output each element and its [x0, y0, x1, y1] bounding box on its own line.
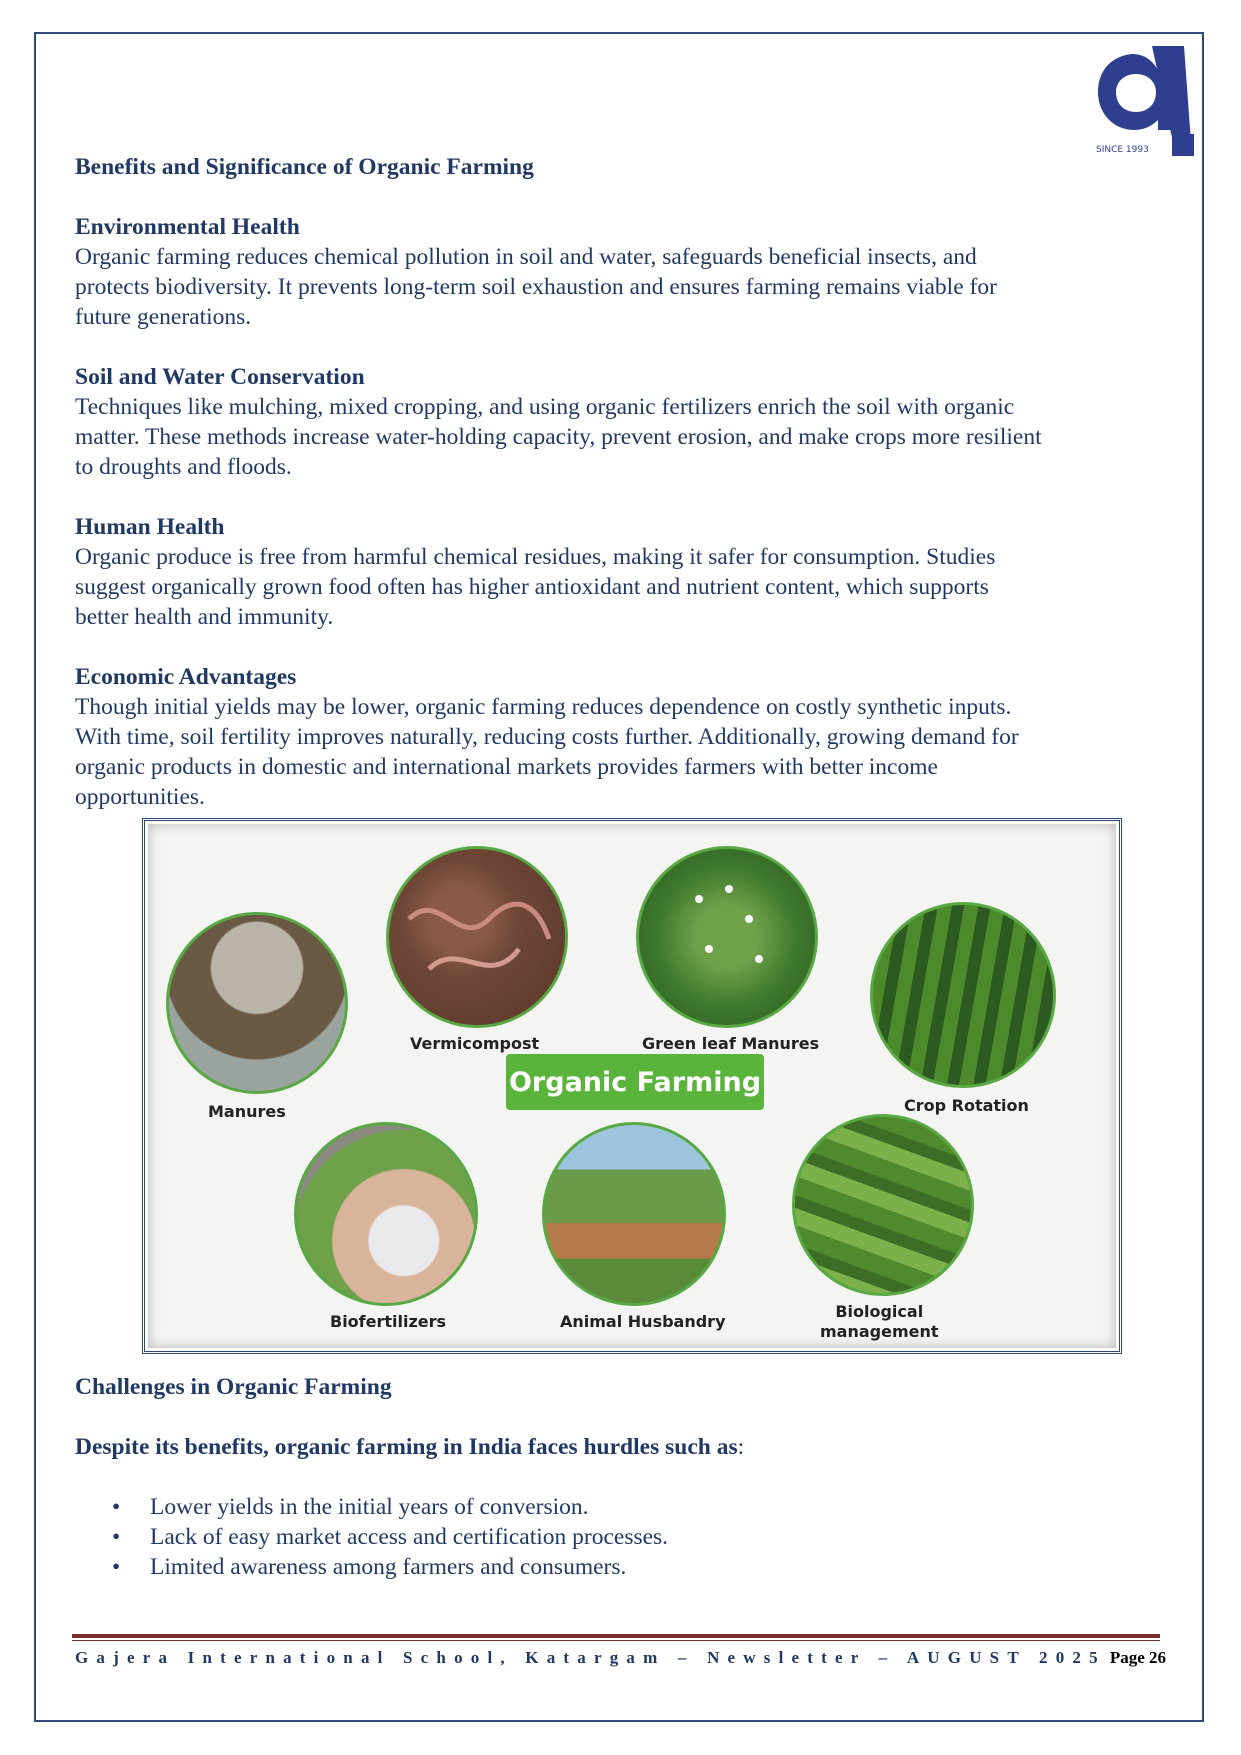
challenges-list — [75, 1492, 1170, 1582]
benefit-line: organic products in domestic and international markets provides farmers with better income — [75, 754, 938, 780]
challenges-title: Challenges in Organic Farming — [75, 1374, 392, 1400]
footer-rule — [72, 1634, 1160, 1638]
school-logo — [1092, 46, 1204, 162]
benefit-heading: Economic Advantages — [75, 664, 297, 690]
crop-rotation-image — [870, 902, 1056, 1088]
benefit-line: Though initial yields may be lower, organic farming reduces dependence on costly synthetic inputs. — [75, 694, 1012, 720]
footer-text: Gajera International School, Katargam – Newsletter – AUGUST 2025 — [75, 1648, 1106, 1667]
challenges-section — [75, 1372, 1170, 1582]
list-item-text: Limited awareness among farmers and consumers. — [150, 1554, 627, 1580]
management-label-line: management — [820, 1322, 939, 1341]
bullet-icon: • — [112, 1554, 121, 1580]
footer-rule-thin — [72, 1640, 1160, 1641]
biological-management-label — [820, 1302, 939, 1342]
manures-label: Manures — [208, 1102, 286, 1121]
list-item — [75, 1492, 1170, 1522]
benefit-line: protects biodiversity. It prevents long-term soil exhaustion and ensures farming remains viable for — [75, 274, 997, 300]
crop-rotation-label: Crop Rotation — [904, 1096, 1029, 1115]
bullet-icon: • — [112, 1524, 121, 1550]
organic-farming-figure — [142, 818, 1122, 1354]
biological-management-image — [792, 1114, 974, 1296]
challenges-intro-text: Despite its benefits, organic farming in India faces hurdles such as — [75, 1434, 738, 1460]
benefit-line: matter. These methods increase water-holding capacity, prevent erosion, and make crops more resilient — [75, 424, 1042, 450]
biofertilizers-label: Biofertilizers — [330, 1312, 447, 1331]
benefit-line: Organic farming reduces chemical pollution in soil and water, safeguards beneficial insects, and — [75, 244, 977, 270]
page-number: Page 26 — [1109, 1648, 1167, 1667]
green-leaf-manures-label: Green leaf Manures — [642, 1034, 820, 1053]
biofertilizers-image — [294, 1122, 478, 1306]
benefit-line: Techniques like mulching, mixed cropping, and using organic fertilizers enrich the soil with organic — [75, 394, 1015, 420]
manures-image — [166, 912, 348, 1094]
list-item-text: Lower yields in the initial years of conversion. — [150, 1494, 589, 1520]
benefit-heading: Environmental Health — [75, 214, 300, 240]
benefits-section — [75, 152, 1170, 812]
animal-husbandry-image — [542, 1122, 726, 1306]
vermicompost-image — [386, 846, 568, 1028]
organic-farming-badge: Organic Farming — [506, 1054, 764, 1110]
bullet-icon: • — [112, 1494, 121, 1520]
page-footer — [75, 1648, 1175, 1668]
benefit-line: to droughts and floods. — [75, 454, 292, 480]
challenges-intro — [75, 1432, 1170, 1462]
list-item — [75, 1522, 1170, 1552]
section-title: Benefits and Significance of Organic Farming — [75, 154, 534, 180]
benefit-heading: Human Health — [75, 514, 225, 540]
benefit-heading: Soil and Water Conservation — [75, 364, 365, 390]
challenges-intro-colon: : — [737, 1434, 745, 1460]
benefit-line: suggest organically grown food often has higher antioxidant and nutrient content, which supports — [75, 574, 989, 600]
green-leaf-manures-image — [636, 846, 818, 1028]
list-item-text: Lack of easy market access and certification processes. — [150, 1524, 669, 1550]
benefit-line: Organic produce is free from harmful chemical residues, making it safer for consumption. Studies — [75, 544, 996, 570]
benefit-line: opportunities. — [75, 784, 205, 810]
animal-husbandry-label: Animal Husbandry — [560, 1312, 726, 1331]
benefit-line: future generations. — [75, 304, 252, 330]
vermicompost-label: Vermicompost — [410, 1034, 540, 1053]
benefit-line: With time, soil fertility improves naturally, reducing costs further. Additionally, growing demand for — [75, 724, 1019, 750]
since-text: SINCE 1993 — [1096, 145, 1149, 155]
list-item — [75, 1552, 1170, 1582]
biological-label-line: Biological — [835, 1302, 924, 1321]
benefit-line: better health and immunity. — [75, 604, 334, 630]
